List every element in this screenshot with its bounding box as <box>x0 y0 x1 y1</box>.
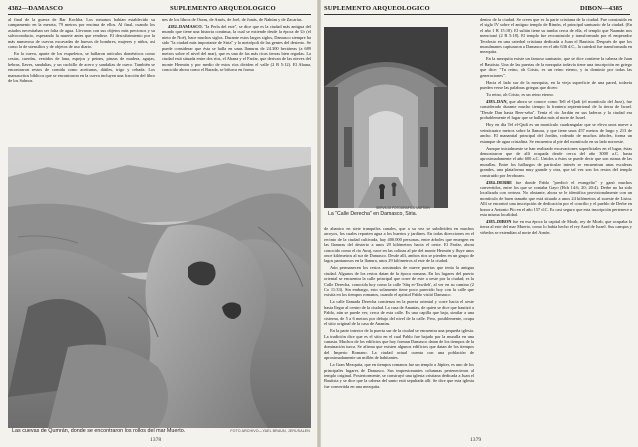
paragraph: al final de la guerra de Bar Kochba. Los romanos habían establecido su campamento en la meseta, 79 metros por encima de ellos. Al final, cuando los asiados necesitaban ser falta de agua. Llevaron con sus objetos más preciosos y su salvoconducto, esperando la muerte antes que rendirse. El descubrimiento por la más numerosa de cuevas excavadas de huesos de hombres, mujeres y niños, así como la de utensilios y de objetos de uso diario. <box>8 17 155 50</box>
entry-text: fue en esa época la capital de Moab, rey de Moab, que ocupaba la tierra al este del mar Muerto, como lo había hecho el rey Arad de Israel. Sus campos y viñedos se extendían al norte del Arnón. <box>480 218 632 235</box>
text-column-left-1 <box>8 17 155 145</box>
entry-text: que ahora se conoce como Tell el-Qadi (el montículo del Juez), fue considerado durante mucho tiempo la frontera septentrional de la tierra de Israel. "Desde Dan hasta Beer-seba". Tenía el río Jordán en sus laderas y la ciudad era probablemente el lugar que se hallaba más al norte de Israel. <box>480 99 632 121</box>
entry-text: Aunque inicialmente se han realizado excavaciones superficiales en el lugar, éstas demostraron que de allí ocupada desde cerca del año 3000 a.C. hasta aproximadamente el año 600 a.C. Unidos a éstos se puede decir que son ruinas de las murallas. Entre los hallazgos de particular interés se encuentran unas escaleras grandes, una plataforma muy grande y otra, que tal vez son los restos del templo construido por Jeroboam. <box>480 145 632 178</box>
text-column-right-1 <box>324 226 474 438</box>
dictionary-entry <box>480 146 632 178</box>
paragraph: En la cueva, aparte de los esqueletos, se hallaron artículos domésticos como cestas, cuerdas, vestidos de lana, espejos y peines, pinzas de madera, agujas, hebras, llaves, sandalias, y un cuchillo de acero y sandalias de cuero. También se encontraron restos de comida como aceitunas, dátiles, trigo y cebada. Los manuscritos bíblicos que se encontraron en la cueva incluyen una fracción del libro de los Salmos. <box>8 51 155 84</box>
paragraph: nes de los libros de Oseas, de Amós, de Joel, de Jonás, de Nahúm y de Zacarías. <box>162 17 303 22</box>
photo-caption-right: La "Calle Derecha" en Damasco, Siria. <box>328 211 418 217</box>
entry-lead: 4383–DAN, <box>486 99 508 105</box>
head-rule-right <box>324 14 630 15</box>
text-column-left-2 <box>162 17 311 145</box>
paragraph: Tu reino, oh Cristo, es un reino eterno. <box>486 92 554 98</box>
section-head-left: SUPLEMENTO ARQUEOLOGICO <box>170 5 276 12</box>
dictionary-entry <box>480 122 632 144</box>
entry-text: fue donde Pablo "predicó el evangelio" y ganó muchos convertidos, entre los que se contaba Gayo (Hch 14:6, 20; 20:4). Derbe no ha sido localizada con certeza. No obstante, ahora se le identifica provisionalmente con un montículo de buen tamaño que está situado a unos 24 kilómetros al sureste de Listra. Allí se encontró una inscripción de dedicación por el concilio y el pueblo de Derbe en honor a Antonio Pío en el año 157 d.C. Es casi seguro que esta inscripción pertenece a esta misma localidad. <box>480 179 632 217</box>
street-called-straight-photo <box>324 27 448 208</box>
paragraph: En la mezquita existe un famoso santuario, que se dice contiene la cabeza de Juan el Bautista. Una de las puertas de la mezquita todavía tiene una inscripción en griego que dice: "Tu reino, oh Cristo, es un reino eterno, y tu dominio por todas las generaciones". <box>480 56 632 78</box>
dictionary-entry <box>480 180 632 218</box>
dictionary-entry <box>480 99 632 121</box>
running-head-left: 4382—DAMASCO <box>8 5 64 12</box>
photo-credit-left: FOTO ARCHIVO—YAEL BRAUN, JERUSALEN <box>230 429 310 433</box>
qumran-caves-photo <box>8 147 311 428</box>
running-head-right: DIBON—4385 <box>580 5 623 12</box>
left-page <box>0 0 318 447</box>
paragraph: En la parte interior de la puerta sur de la ciudad se encuentra una pequeña iglesia. La tradición dice que es el sitio en el cual Pablo fue bajado por la muralla en una canasta. Muchos de los edificios que hoy forman Damasco datan de los tiempos de la dominación turca. Se afirma que existen algunos edificios que datan de los tiempos del Imperio Romano. La ciudad actual cuenta con una población de aproximadamente un millón de habitantes. <box>324 328 474 361</box>
entry-lead: 4384–DERBE <box>486 179 513 185</box>
photo-caption-left: Las cuevas de Qumrán, donde se encontraron los rollos del mar Muerto. <box>12 428 186 434</box>
entry-text: "Ia Perla del este", se dice que es la ciudad más antigua del mundo que tiene una historia continua, la cual se extiende desde la época de Ur (el nieto de Noé), hace muchos siglos. Durante estos largos siglos, Damasco siempre ha sido "la ciudad más importante de Siria" y la metrópoli de las gentes del desierto. Se puede considerar que ésta se halla en unas llanuras de 24.300 hectáreas (a 689 metros sobre el nivel del mar), que es una de las más ricas tierras bien regadas. La ciudad está situada entre dos ríos, el Abana y el Farfar, que derivan de las nieves del monte Hermón y por medio de estos ríos dividen el valle (2 R 5:12). El Abana, conocido ahora como el Barada, se bifurca en forma <box>162 24 311 73</box>
photo-credit-right: SERVICIO FOTOGRAFICO MATSON <box>376 206 430 210</box>
text-column-right-2 <box>480 17 632 438</box>
dictionary-entry <box>480 219 632 235</box>
qumran-caves-illustration <box>8 147 311 428</box>
entry-lead: 4382–DAMASCO. <box>168 24 203 29</box>
page-number-right: 1379 <box>470 437 482 443</box>
street-illustration <box>324 27 448 208</box>
paragraph: dentro de la ciudad. Se creen que es la parte cristiana de la ciudad. Fue construida en el siglo IV sobre el antiguo templo de Rimón, el principal santuario de la ciudad. (En el año 1 R 15:18). El sultán tiene su tumba cerca de ella, el templo que Naamán nos mencionó (2 R 5:18). El templo fue reconstruido y transformado por el emperador Teodosio en una catedral cristiana dedicada a Juan el Bautista. Después de que los musulmanes capturaron a Damasco en el año 636 d.C., la catedral fue transformada en mezquita. <box>480 17 632 55</box>
entry-lead: 4385–DIBON <box>486 218 512 224</box>
paragraph: de abanico en siete tranquilos canales, que a su vez se subdividen en muchos arroyos, los cuales reparten agua a los huertos y jardines. En todas direcciones en el recinto de la ciudad cultivada, hay 400.000 personas, entre árboles que emergen en las llanuras del desierto a unos 29 kilómetros hacia el oeste. El Farfar, ahora conocido como el río Awaj, nace en las colinas al pie del monte Hermón y fluye unos once kilómetros al sur de Damasco. Desde allí, ambos ríos se pierden en un grupo de lagos pantanosos en la llanura, unos 29 kilómetros al este de la ciudad. <box>324 226 474 264</box>
head-rule-left <box>8 14 311 15</box>
entry-damasco <box>162 24 311 73</box>
paragraph: Aún permanecen los restos arruinados de nueve puertas que tenía la antigua ciudad. Algunos de los restos datan de la época romana. En los lugares del puerto oriental se encuentra la calle principal que corre de este a oeste por la ciudad; es la Calle Derecha, conocida hoy como la calle 'Sûq et-Tawileh', al ver en su camino (2 Co 11:33). Sin embargo, esto solamente tiene poco parecido hoy con la calle que existía en los tiempos romanos, cuando el apóstol Pablo visitó Damasco. <box>324 265 474 298</box>
paragraph: La calle llamada Derecha comienza en la puerta oriental y corre hacia el oeste hasta llegar al centro de la ciudad. La casa de Ananías, de quien se dice que bautizó a Pablo, aún se puede ver, cerca de esta calle. Es una capilla que baja, similar a una cisterna, de 5 a 6 metros por debajo del nivel de la calle. Pero, posiblemente, ocupa el sitio original de la casa de Ananías. <box>324 299 474 327</box>
paragraph: La Gran Mezquita, que en tiempos romanos fue un templo a Júpiter, es uno de los principales lugares de Damasco. Sus impresionantes columnas pertenecieron al templo original. Posteriormente, se construyó una iglesia cristiana dedicada a Juan el Bautista y se dice que la cabeza del santo está sepultada allí. Se dice que esta iglesia fue convertida en una mezquita. <box>324 362 474 389</box>
paragraph: Hacia el lado sur de la mezquita, en la vieja superficie de una pared, todavía pueden verse las palabras griegas que dicen: <box>480 79 632 91</box>
section-head-right: SUPLEMENTO ARQUEOLOGICO <box>324 5 430 12</box>
page-number-left: 1378 <box>150 437 162 443</box>
entry-text: Hoy en día Tel el-Qadi es un montículo cuadrangular que se eleva unos nueve a veinticuatro metros sobre la llanura, y que tiene unos 457 metros de largo y 213 de ancho. El manantial principal del Jordán, rodeado de muchos árboles, forma un estanque de agua cristalina. Se encuentra al pie del montículo en su lado noroeste. <box>480 122 632 144</box>
